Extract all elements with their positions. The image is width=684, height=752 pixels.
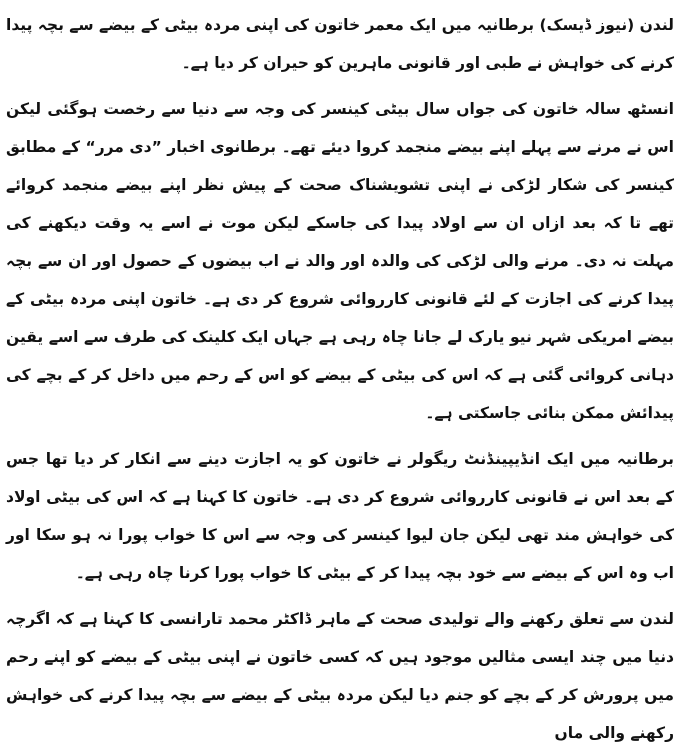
article-paragraph-3: برطانیہ میں ایک انڈیپینڈنٹ ریگولر نے خاتون کو یہ اجازت دینے سے انکار کر دیا تھا جس کے بعد اس نے قانونی کارروائی شروع کر دی ہے۔ خاتون کا کہنا ہے کہ اس کی بیٹی اولاد کی خواہش مند تھی لیکن جان لیوا کینسر کی وجہ سے اس کا خواب پورا نہ ہو سکا اور اب وہ اس کے بیضے سے خود بچہ پیدا کر کے بیٹی کا خواب پورا کرنا چاہ رہی ہے۔ <box>6 450 674 582</box>
article-paragraph-4: لندن سے تعلق رکھنے والے تولیدی صحت کے ماہر ڈاکٹر محمد تارانسی کا کہنا ہے کہ اگرچہ دنیا میں چند ایسی مثالیں موجود ہیں کہ کسی خاتون نے اپنی بیٹی کے بیضے کو اپنے رحم میں پرورش کر کے بچے کو جنم دیا لیکن مردہ بیٹی کے بیضے سے بچہ پیدا کرنے کی خواہش رکھنے والی ماں <box>6 610 674 742</box>
article-paragraph-1: لندن (نیوز ڈیسک) برطانیہ میں ایک معمر خاتون کی اپنی مردہ بیٹی کے بیضے سے بچہ پیدا کرنے کی خواہش نے طبی اور قانونی ماہرین کو حیران کر دیا ہے۔ <box>6 16 674 72</box>
article-paragraph-2: انسٹھ سالہ خاتون کی جواں سال بیٹی کینسر کی وجہ سے دنیا سے رخصت ہوگئی لیکن اس نے مرنے سے پہلے اپنے بیضے منجمد کروا دیئے تھے۔ برطانوی اخبار ”دی مرر“ کے مطابق کینسر کی شکار لڑکی نے اپنی تشویشناک صحت کے پیش نظر اپنے بیضے منجمد کروائے تھے تا کہ بعد ازاں ان سے اولاد پیدا کی جاسکے لیکن موت نے اسے یہ وقت دیکھنے کی مہلت نہ دی۔ مرنے والی لڑکی کی والدہ اور والد نے اب بیضوں کے حصول اور ان سے بچہ پیدا کرنے کی اجازت کے لئے قانونی کارروائی شروع کر دی ہے۔ خاتون اپنی مردہ بیٹی کے بیضے امریکی شہر نیو یارک لے جانا چاہ رہی ہے جہاں ایک کلینک کی طرف سے اسے یقین دہانی کروائی گئی ہے کہ اس کی بیٹی کے بیضے کو اس کے رحم میں داخل کر کے بچے کی پیدائش ممکن بنائی جاسکتی ہے۔ <box>6 100 674 422</box>
